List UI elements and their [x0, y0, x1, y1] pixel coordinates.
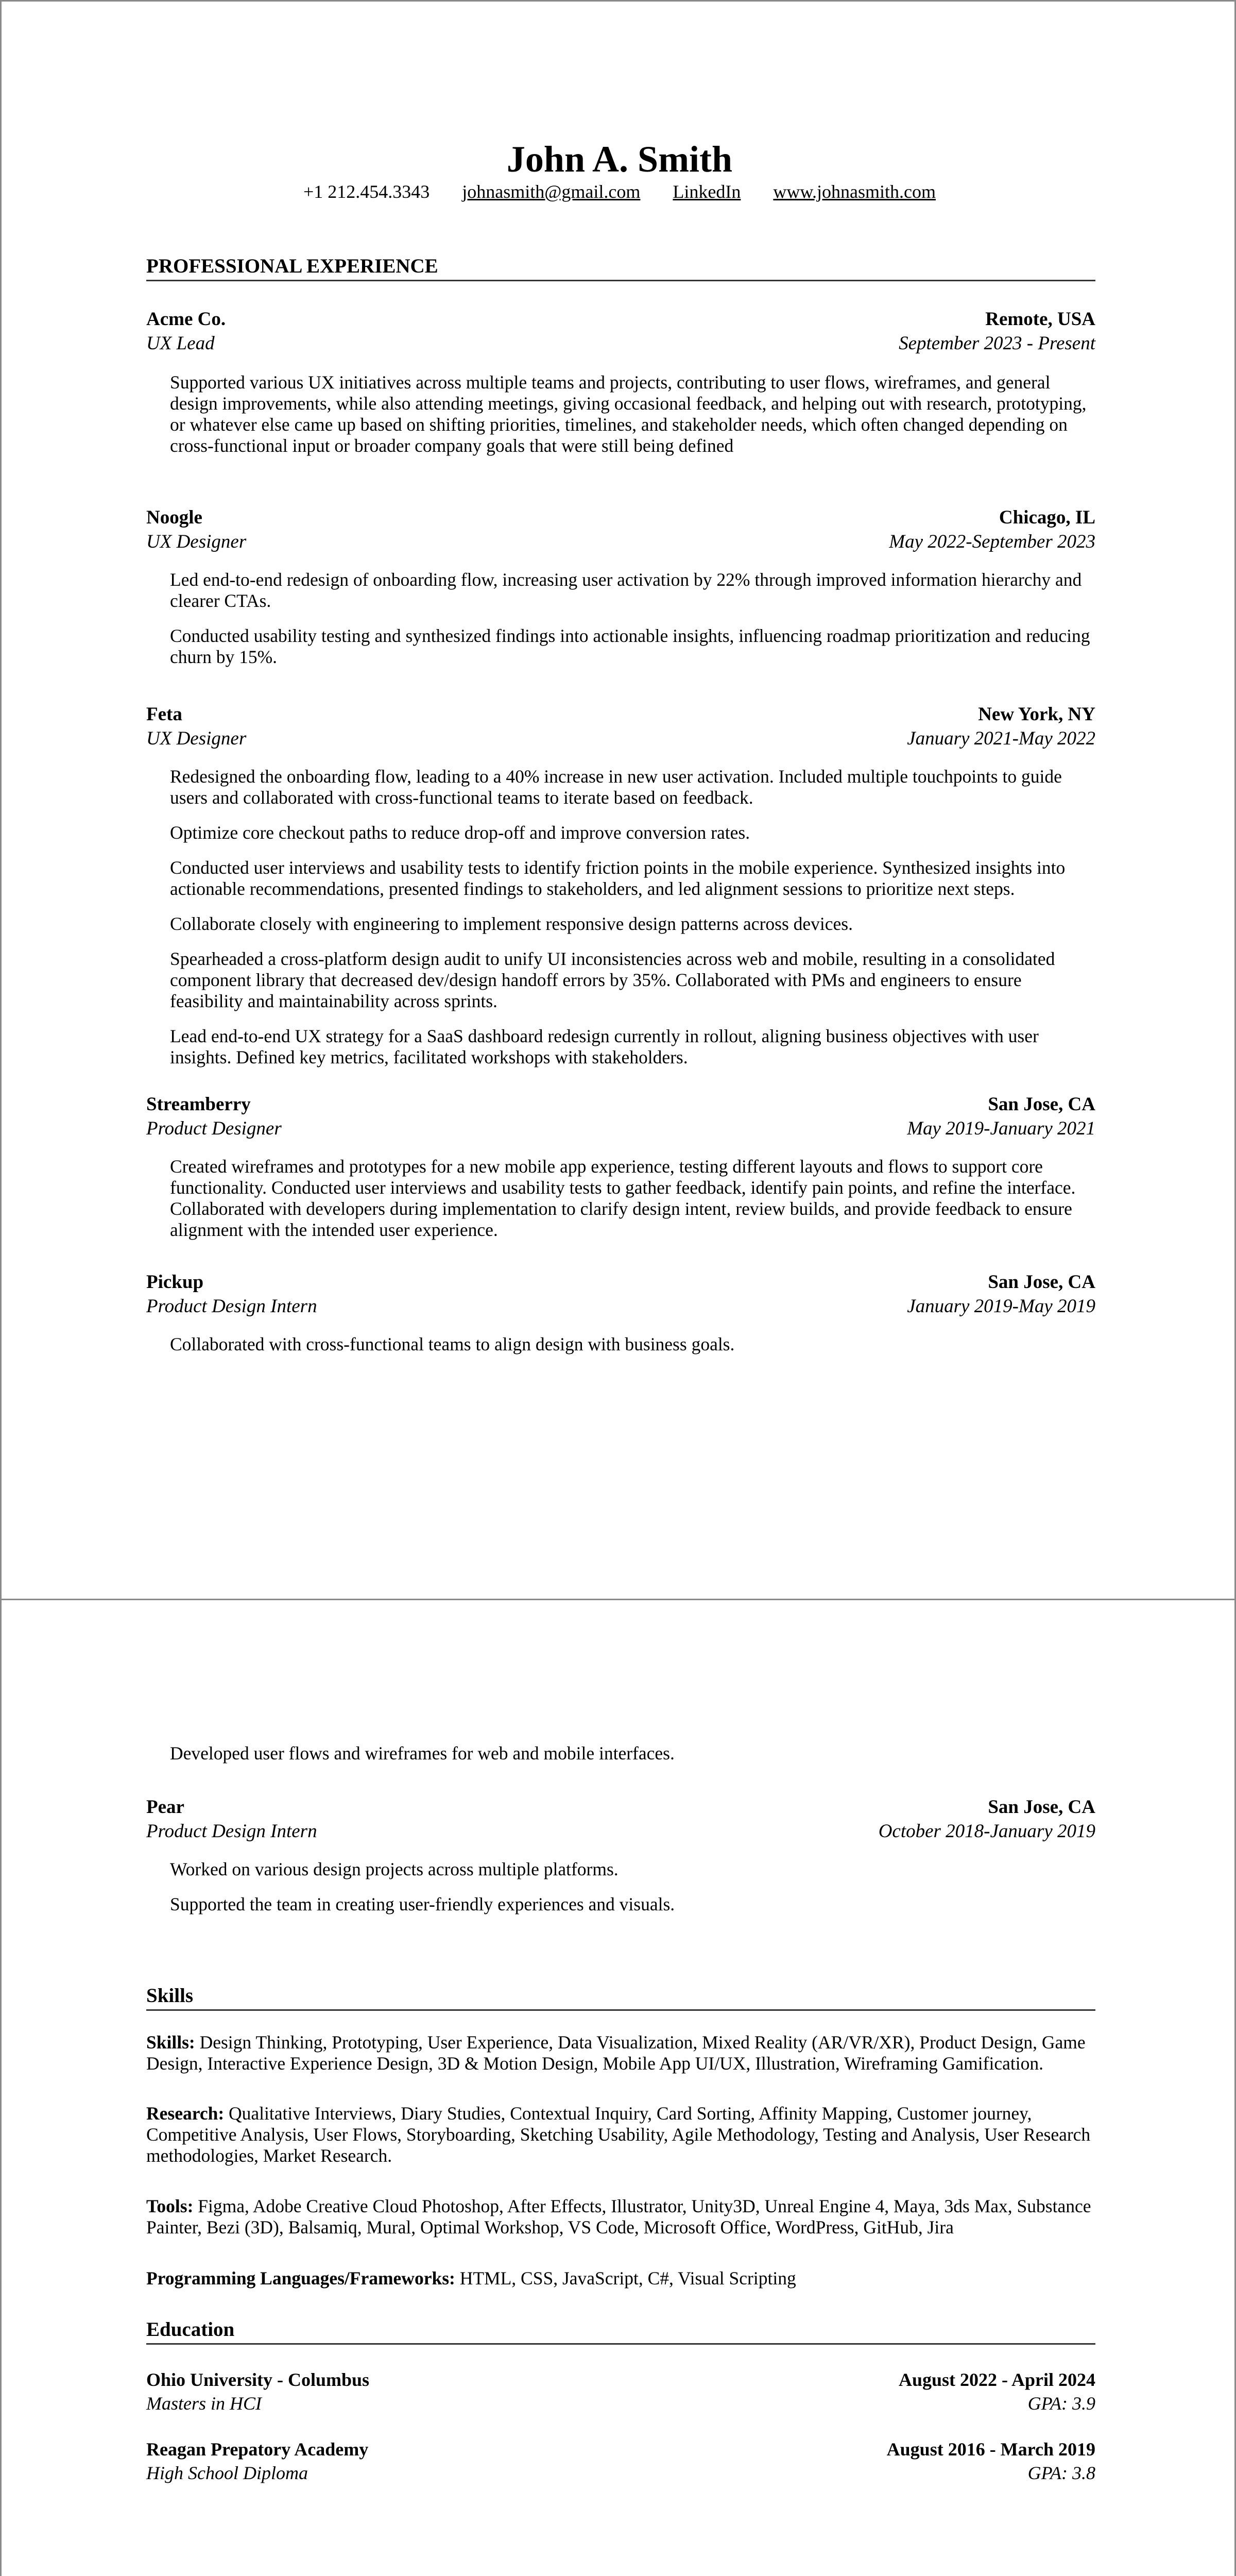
job-dates: October 2018-January 2019 — [878, 1821, 1095, 1842]
skills-row — [146, 2032, 1095, 2074]
degree: Masters in HCI — [146, 2393, 262, 2414]
job-bullet: Created wireframes and prototypes for a new mobile app experience, testing different layouts and flows to support core functionality. Conducted user interviews and usability tests to gather feedback, identify pain points, and refine the interface. Collaborated with developers during implementation to clarify design intent, review builds, and provide feedback to ensure alignment with the intended user experience. — [170, 1156, 1076, 1240]
job-dates: January 2021-May 2022 — [907, 728, 1095, 749]
phone-number: +1 212.454.3343 — [303, 181, 430, 202]
skill-label: Skills: — [146, 2032, 195, 2053]
education-dates: August 2016 - March 2019 — [886, 2439, 1095, 2460]
job-bullet: Conducted user interviews and usability tests to identify friction points in the mobile experience. Synthesized insights into actionable recommendations, presented findings to stakeholders, and led alignment sessions to prioritize next steps. — [170, 857, 1066, 899]
job-location: San Jose, CA — [988, 1797, 1095, 1818]
skill-text: Figma, Adobe Creative Cloud Photoshop, After Effects, Illustrator, Unity3D, Unreal Engine 4, Maya, 3ds Max, Substance Painter, Bezi (3D), Balsamiq, Mural, Optimal Workshop, VS Code, Microsoft Office, WordPress, GitHub, Jira — [146, 2196, 1091, 2238]
skill-text: Design Thinking, Prototyping, User Experience, Data Visualization, Mixed Reality (AR/VR/XR), Product Design, Game Design, Interactive Experience Design, 3D & Motion Design, Mobile App UI/UX, Illustration, Wireframing Gamification. — [146, 2032, 1086, 2074]
job-entry — [146, 1795, 1095, 1929]
school-name: Ohio University - Columbus — [146, 2369, 370, 2390]
job-entry — [146, 702, 1095, 1082]
job-continued — [146, 1743, 1095, 1778]
contact-line — [2, 180, 1236, 204]
job-dates: January 2019-May 2019 — [907, 1296, 1095, 1317]
job-company: Acme Co. — [146, 309, 226, 330]
job-company: Pickup — [146, 1272, 204, 1293]
job-location: San Jose, CA — [988, 1094, 1095, 1115]
job-bullet: Lead end-to-end UX strategy for a SaaS dashboard redesign currently in rollout, aligning business objectives with user insights. Defined key metrics, facilitated workshops with stakeholders. — [170, 1026, 1039, 1067]
school-name: Reagan Prepatory Academy — [146, 2439, 369, 2460]
job-role: UX Designer — [146, 728, 247, 749]
job-entry — [146, 1092, 1095, 1255]
job-location: New York, NY — [978, 704, 1095, 725]
job-bullet: Collaborate closely with engineering to implement responsive design patterns across devices. — [170, 913, 853, 934]
job-bullet: Spearheaded a cross-platform design audit to unify UI inconsistencies across web and mobile, resulting in a consolidated component library that decreased dev/design handoff errors by 35%. Collaborated with PMs and engineers to ensure feasibility and maintainability across sprints. — [170, 948, 1055, 1011]
job-company: Streamberry — [146, 1094, 251, 1115]
job-bullet: Supported the team in creating user-friendly experiences and visuals. — [170, 1894, 675, 1914]
job-bullet: Supported various UX initiatives across multiple teams and projects, contributing to user flows, wireframes, and general design improvements, while also attending meetings, giving occasional feedback, and helping out with research, prototyping, or whatever else came up based on shifting priorities, timelines, and stakeholder needs, which often changed depending on cross-functional input or broader company goals that were still being defined — [170, 372, 1087, 456]
skill-label: Programming Languages/Frameworks: — [146, 2268, 455, 2289]
job-dates: May 2022-September 2023 — [889, 531, 1095, 552]
job-bullet: Conducted usability testing and synthesized findings into actionable insights, influencing roadmap prioritization and reducing churn by 15%. — [170, 625, 1090, 667]
email-link[interactable]: johnasmith@gmail.com — [462, 181, 641, 202]
job-role: Product Design Intern — [146, 1296, 317, 1317]
skill-label: Research: — [146, 2103, 225, 2124]
skills-heading: Skills — [146, 1984, 1095, 2011]
job-bullet: Led end-to-end redesign of onboarding flow, increasing user activation by 22% through improved information hierarchy and clearer CTAs. — [170, 569, 1082, 611]
job-dates: September 2023 - Present — [899, 333, 1095, 354]
job-entry — [146, 307, 1095, 470]
education-entry — [146, 2368, 1095, 2415]
resume-page-2 — [0, 1599, 1236, 2576]
job-bullet: Developed user flows and wireframes for web and mobile interfaces. — [170, 1743, 675, 1764]
job-company: Noogle — [146, 507, 202, 528]
job-location: Chicago, IL — [999, 507, 1095, 528]
gpa: GPA: 3.9 — [1027, 2393, 1095, 2414]
job-bullet: Collaborated with cross-functional teams to align design with business goals. — [170, 1334, 735, 1354]
job-bullet: Optimize core checkout paths to reduce drop-off and improve conversion rates. — [170, 822, 750, 843]
job-dates: May 2019-January 2021 — [907, 1118, 1095, 1139]
job-role: UX Lead — [146, 333, 215, 354]
job-bullet: Redesigned the onboarding flow, leading to a 40% increase in new user activation. Included multiple touchpoints to guide users and collaborated with cross-functional teams to iterate based on feedback. — [170, 766, 1062, 808]
job-role: Product Design Intern — [146, 1821, 317, 1842]
job-role: UX Designer — [146, 531, 247, 552]
research-row — [146, 2103, 1095, 2166]
skill-text: HTML, CSS, JavaScript, C#, Visual Scripting — [455, 2268, 796, 2289]
experience-heading: PROFESSIONAL EXPERIENCE — [146, 254, 1095, 281]
education-entry — [146, 2437, 1095, 2485]
programming-row — [146, 2268, 1095, 2289]
job-location: San Jose, CA — [988, 1272, 1095, 1293]
job-company: Feta — [146, 704, 182, 725]
job-bullet: Worked on various design projects across multiple platforms. — [170, 1859, 619, 1879]
linkedin-link[interactable]: LinkedIn — [673, 181, 741, 202]
degree: High School Diploma — [146, 2463, 308, 2483]
tools-row — [146, 2196, 1095, 2238]
education-heading: Education — [146, 2317, 1095, 2345]
job-entry — [146, 1270, 1095, 1369]
candidate-name: John A. Smith — [506, 139, 733, 180]
education-dates: August 2022 - April 2024 — [898, 2369, 1095, 2390]
website-link[interactable]: www.johnasmith.com — [773, 181, 936, 202]
skill-text: Qualitative Interviews, Diary Studies, Contextual Inquiry, Card Sorting, Affinity Mapping, Customer journey, Competitive Analysis, User Flows, Storyboarding, Sketching Usability, Agile Methodology, Testing and Analysis, User Research methodologies, Market Research. — [146, 2103, 1091, 2166]
job-role: Product Designer — [146, 1118, 282, 1139]
job-company: Pear — [146, 1797, 184, 1818]
job-location: Remote, USA — [985, 309, 1095, 330]
gpa: GPA: 3.8 — [1027, 2463, 1095, 2483]
skill-label: Tools: — [146, 2196, 194, 2216]
job-entry — [146, 505, 1095, 682]
